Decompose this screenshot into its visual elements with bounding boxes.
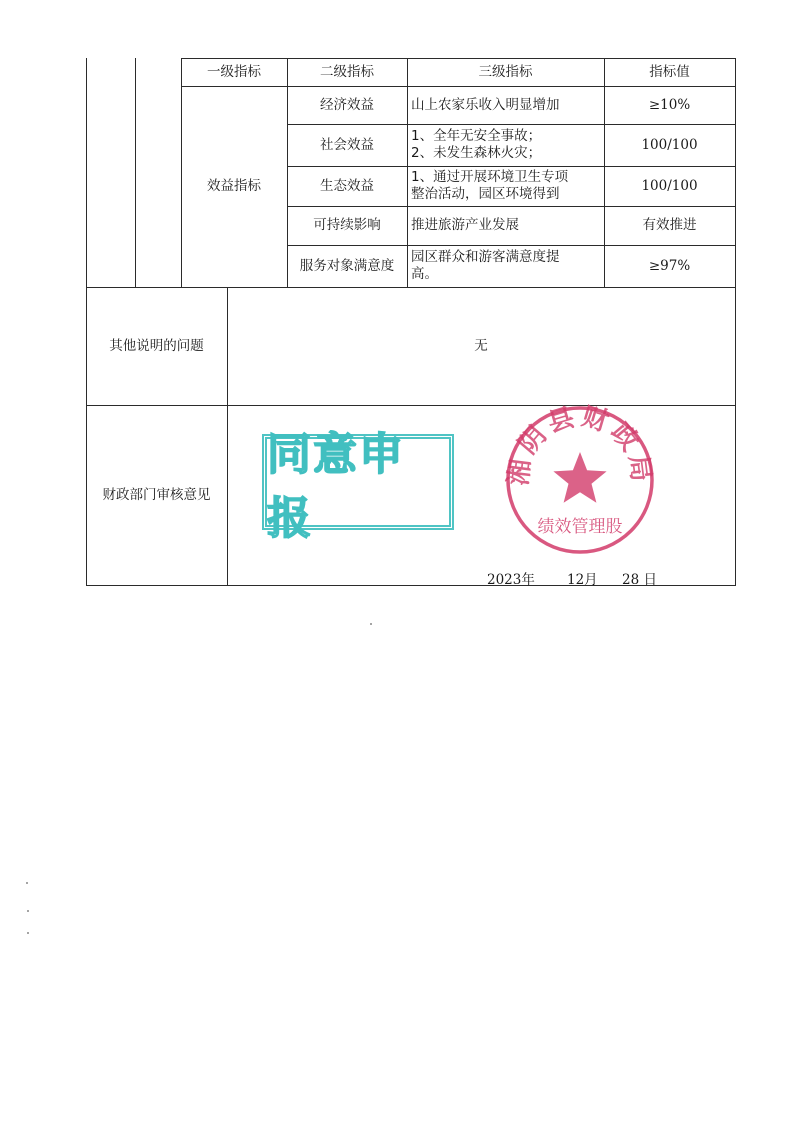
row-level3-text: 2、未发生森林火灾； xyxy=(411,145,542,161)
row-value: 有效推进 xyxy=(642,217,697,233)
header-level3: 三级指标 xyxy=(478,63,533,80)
review-label: 财政部门审核意见 xyxy=(102,486,211,503)
row-value: 100/100 xyxy=(641,177,698,194)
approval-stamp xyxy=(262,429,454,544)
row-level3 xyxy=(407,245,604,287)
row-level2: 可持续影响 xyxy=(313,217,381,233)
official-seal xyxy=(500,400,660,560)
row-level2: 经济效益 xyxy=(320,96,374,113)
header-level1: 一级指标 xyxy=(207,63,261,80)
row-level3-text: 高。 xyxy=(411,266,438,282)
row-level3-text: 园区群众和游客满意度提 xyxy=(411,249,560,265)
scan-speck xyxy=(27,910,29,912)
row-level3 xyxy=(407,206,604,245)
star-icon xyxy=(553,452,606,503)
scan-speck xyxy=(27,932,29,934)
table-rule xyxy=(135,58,136,288)
row-level2: 社会效益 xyxy=(320,136,374,153)
header-value: 指标值 xyxy=(649,63,690,80)
row-level3 xyxy=(407,86,604,124)
row-level3-text: 1、通过开展环境卫生专项 xyxy=(411,169,569,185)
row-value: ≥10% xyxy=(648,96,691,113)
row-level3-text: 整治活动，园区环境得到 xyxy=(411,186,560,202)
row-level3-text: 1、全年无安全事故； xyxy=(411,128,542,144)
header-level2: 二级指标 xyxy=(320,63,374,80)
date-month: 12月 xyxy=(567,572,598,588)
row-level3 xyxy=(407,166,604,206)
row-value: ≥97% xyxy=(648,257,691,274)
row-level3-text: 推进旅游产业发展 xyxy=(411,217,519,233)
row-level2: 服务对象满意度 xyxy=(299,257,395,274)
other-issues-value: 无 xyxy=(474,337,488,354)
row-value: 100/100 xyxy=(641,136,698,153)
seal-dept-text: 绩效管理股 xyxy=(537,517,623,537)
scan-speck xyxy=(26,882,28,884)
approval-stamp-text: 同意申报 xyxy=(267,429,405,544)
date-day: 28 日 xyxy=(622,572,657,588)
date-year: 2023年 xyxy=(487,572,535,588)
benefit-group-label: 效益指标 xyxy=(207,178,261,194)
row-level2: 生态效益 xyxy=(320,177,374,194)
other-issues-label: 其他说明的问题 xyxy=(109,337,204,354)
table-rule xyxy=(735,58,736,586)
seal-org-text: 湘阴县财政局 xyxy=(503,401,657,488)
row-level3 xyxy=(407,124,604,166)
scan-speck xyxy=(370,623,372,625)
row-level3-text: 山上农家乐收入明显增加 xyxy=(411,96,560,113)
